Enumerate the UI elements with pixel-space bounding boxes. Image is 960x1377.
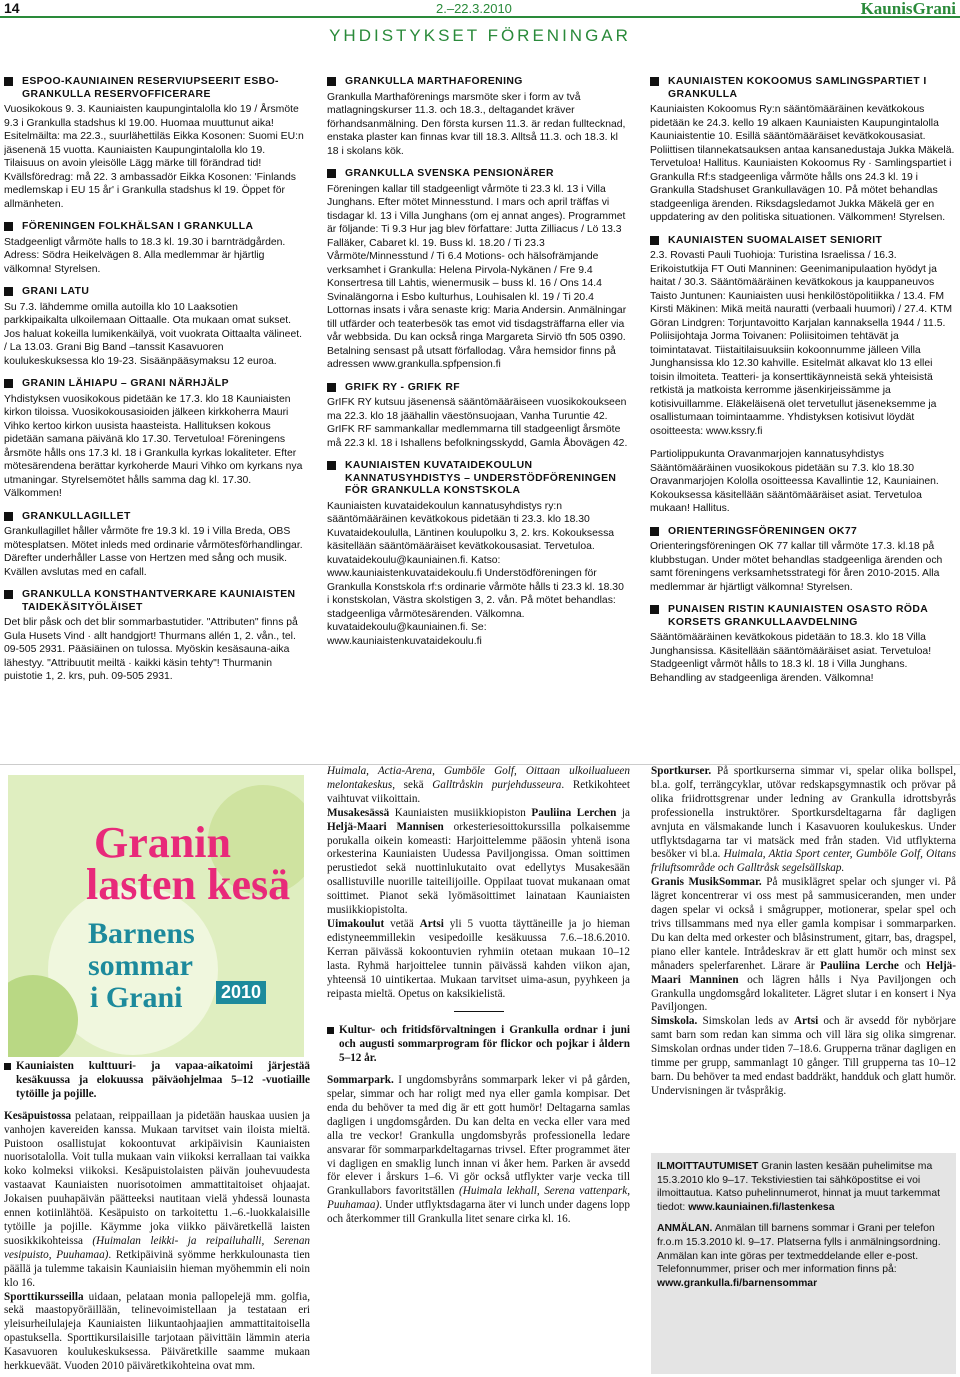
announcement — [4, 221, 304, 276]
announcement — [650, 235, 956, 439]
article-paragraph: Sportkurser. På sportkurserna simmar vi, spelar olika bollspel, bl.a. golf, terrängcyklar, utövar redskapsgymnastik och prövar på olika friidrottsgrenar under ledning av Grankulla idrottsbyrås professionella instruktörer. Sportkursdeltagarna får dagligen avnjuta en välsmakande lunch i Kasavuoren koulukeskus. Under utflyktsdagarna tar vi matsäck med från staden. Vid utflykterna besöker vi bl.a. Huimala, Aktia Sport center, Gumböle Golf, Oitans friluftsområde och Galltråsk segelsällskap. — [651, 765, 956, 875]
announcement-title: ESPOO-KAUNIAINEN RESERVIUPSEERIT ESBO-GRANKULLA RESERVOFFICERARE — [22, 76, 279, 100]
article-column-3 — [651, 765, 956, 1135]
announcement-title: GRANI LATU — [22, 286, 90, 297]
announcement-body: Grankullagillet håller vårmöte fre 19.3 kl. 19 i Villa Breda, OBS mötesplatsen. Mötet inleds med ordinarie vårmötesförhandlingar. Därefter underhåller Lasse von Hertzen med sång och musik. Kvällen avslutas med en cafall. — [4, 526, 303, 578]
announcement — [4, 589, 304, 684]
poster-subtitle-line: i Grani — [90, 981, 183, 1014]
bullet-square-icon — [650, 77, 659, 86]
article-paragraph: Simskola. Simskolan leds av Artsi och är avsedd för nybörjare samt barn som redan kan simma och vill lära sig olika simgrenar. Simskolan ordnas under tiden 7–18.6. Grupperna tränar dagligen en timme per grupp, sammanlagt 10 gånger. Till grupperna tas 10–12 barn. Du behöver ta med endast baddräkt, handduk och glatt humör. Undervisningen är tvåspråkig. — [651, 1015, 956, 1097]
announcement-body: 2.3. Rovasti Pauli Tuohioja: Turistina Israelissa / 16.3. Erikoistutkija FT Outi Manninen: Geenimanipulaation hyödyt ja haitat / 30.3. Sääntömääräinen kevätkokous ja kauppaneuvos Taisto Juntunen: Kauniaisten uusi henkilöstöpolitiikka / 13.4. FM Kirsti Mäkinen: Mikä meitä nauratti (verbaali huumori) / 27.4. KTM Göran Lindgren: Torjuntavoitto Karjalan kannaksella 1944 / 11.5. Poliisijohtaja Jorma Toivanen: Poliisitoimen tehtävät ja toimintatavat. Tiistaitilaisuuksiin kokoonnumme jälleen Villa Junghansissa klo 12.30 kahville. Esitelmät alkavat klo 13 ellei toisin ilmoiteta. Teatteri- ja konserttikäynneistä sekä yhteisistä retkistä ja matkoista kerromme jäsenkirjeissämme ja kotisivuillamme. Eläkeläisenä olet tervetullut jäseneksemme ja osallistumaan toimintaamme. Yhdistyksen kotisivut löydät osoitteesta: www.kssry.fi — [650, 250, 953, 437]
announcement — [4, 286, 304, 368]
announcement-title: GRANKULLA SVENSKA PENSIONÄRER — [345, 168, 554, 179]
bullet-square-icon — [4, 590, 13, 599]
registration-finnish: ILMOITTAUTUMISET Granin lasten kesään puhelimitse ma 15.3.2010 klo 9–17. Tekstiviestien tai sähköpostitse ei voi ilmoittautua. Katso puhelinnumerot, hinnat ja muut tarkemmat tiedot: www.kauniainen.fi/lastenkesa — [657, 1161, 941, 1213]
bullet-square-icon — [650, 236, 659, 245]
registration-link[interactable]: www.kauniainen.fi/lastenkesa — [688, 1201, 835, 1213]
announcement — [650, 448, 956, 516]
poster-year-badge: 2010 — [216, 981, 266, 1004]
announcement-title: ORIENTERINGSFÖRENINGEN OK77 — [668, 525, 858, 537]
article-divider — [454, 1011, 504, 1012]
publication-brand: KaunisGrani — [860, 0, 956, 18]
bullet-square-icon — [327, 383, 336, 392]
article-paragraph: Huimala, Actia-Arena, Gumböle Golf, Oittaan ulkoilualueen melontakeskus, sekä Galltråskin purjehdusseura. Retkikohteet vaihtuvat viikoittain. — [327, 765, 630, 805]
announcement — [4, 76, 304, 211]
bullet-square-icon — [4, 77, 13, 86]
announcement-title: GRANKULLA KONSTHANTVERKARE KAUNIAISTEN TAIDEKÄSITYÖLÄISET — [22, 589, 296, 613]
announcement-title: KAUNIAISTEN KUVATAIDEKOULUN KANNATUSYHDISTYS – UNDERSTÖDFÖRENINGEN FÖR GRANKULLA KONSTSKOLA — [345, 460, 617, 496]
announcement-body: Grankulla Marthaförenings marsmöte sker i form av två matlagningskurser 11.3. och 18.3., deltagandet kräver förhandsanmälning. Den första kursen 11.3. är redan fulltecknad, enstaka plaster kan finnas kvar till 18.3. Alltså 11.3. och 18.3. kl 18 i skolans kök. — [327, 91, 626, 157]
article-paragraph: Musakesässä Kauniaisten musiikkiopiston Pauliina Lerchen ja Heljä-Maari Mannisen orkesteriesoittokurssilla polkaisemme porukalla oikein komeasti: Harjoittelemme pääosin yhtenä isona orkesterina Kauniaisten Uudessa Paviljongissa. Oman soittimen perustiedot sekä nuottinlukutaito ovat edellytys Musakesään osallistuville nuorille taiteilijoille. Oppilaat tuovat mukanaan omat soittimet. Pianot sekä lyömäsoittimet lainataan Kauniaisten musiikkiopistolta. — [327, 806, 630, 917]
article-column-1 — [4, 1060, 310, 1374]
bullet-square-icon — [4, 287, 13, 296]
article-column-2 — [327, 765, 630, 1373]
bullet-square-icon — [4, 379, 13, 388]
bullet-square-icon — [4, 222, 13, 231]
announcement — [650, 76, 956, 225]
registration-link[interactable]: www.grankulla.fi/barnensommar — [657, 1277, 818, 1289]
poster-title-line: Granin — [94, 818, 231, 867]
registration-swedish: ANMÄLAN. Anmälan till barnens sommar i Grani per telefon fr.o.m 15.3.2010 kl. 9–17. Platserna fylls i anmälningsordning. Anmälan kan inte göras per textmeddelande eller e-post. Telefonnummer, priser och mer information finns på: www.grankulla.fi/barnensommar — [657, 1223, 941, 1289]
article-paragraph: Kesäpuistossa pelataan, reippaillaan ja pidetään hauskaa uusien ja vanhojen kavereiden kanssa. Mukaan tarvitset vain iloista mieltä. Puistoon osallistujat kokoontuvat arkipäivisin Kauniaisten nuorisotalolla. Voit tulla mukaan vain viikoksi kerrallaan tai vaikka koko kolmeksi viikoksi. Kesäpuistolaisten päivän jouhevuudesta vastaavat Kauniaisten nuorisotoimen ammattitaitoiset ohjaajat. Jokaisen puuhapäivän päätteeksi nautitaan vielä yhdessä lounasta ennen kotiinlähtöä. Kesäpuisto on tarkoitettu 1.–6.-luokkalaisille tytöille ja pojille. Käymme joka viikko päiväretkellä laisten suosikkikohteissa (Huimalan leikki- ja reipailuhalli, Serenan vesipuisto, Puuhamaa). Retkipäivinä syömme herkkulounasta tien päällä ja tulemme takaisin Kauniaisiin hieman myöhemmin eli noin klo 16. — [4, 1109, 310, 1289]
announcement — [327, 460, 629, 648]
page-number: 14 — [4, 0, 20, 16]
announcement-title: GRANKULLAGILLET — [22, 510, 131, 522]
bullet-square-icon — [4, 1063, 11, 1070]
section-title: YHDISTYKSET FÖRENINGAR — [329, 26, 631, 45]
announcements-column-1 — [4, 76, 304, 756]
announcement-body: Föreningen kallar till stadgeenligt vårmöte ti 23.3 kl. 13 i Villa Junghans. Efter mötet Minnesstund. I mars och april träffas vi tisdagar kl. 13 i Villa Junghans (om ej annat anges). Programmet är följande: Ti 9.3 Hur jag blev författare: Jutta Zilliacus / Lö 13.3 Falläker, Cabaret kl. 19. Buss kl. 18.20 / Ti 23.3 Vårmöte/Minnesstund / Ti 6.4 Motions- och hälsofrämjande verksamhet i Grankulla: Helena Pirvola-Nykänen / Fre 9.4 Konsertresa till Lahtis, wienermusik – buss kl. 16 / Ons 14.4 Svinalängorna i Esbo kulturhus, Louhisalen kl. 19 / Ti 20.4 Lottornas insats i våra senaste krig: Maria Andersin. Anmälningar till utfärder och teaterbesök tas emot vid tisdagsträffarna eller via vår webbsida. Du kan också ringa Margareta Sirviö tfn 505 0390. Betalning sensast på utsatt förfallodag. Våra hemsidor finns på adressen www.grankulla.spfpension.fi — [327, 183, 627, 370]
announcement-body: Kauniaisten kuvataidekoulun kannatusyhdistys ry:n sääntömääräinen kevätkokous pidetään ti 23.3. klo 18.30 Kuvataidekoululla, Läntinen koulupolku 3, 2. krs. Kokouksessa käsitellään sääntömääräiset kevätkokousasiat. Tervetuloa. kuvataidekoulu@kauniainen.fi. Katso: www.kauniaistenkuvataidekoulu.fi Understödföreningen för Grankulla Konstskola rf:s ordinarie vårmöte hålls ti 23.3 kl. 18.30 i konstskolan, Västra skolstigen 3, 2. vån. På mötet behandlas: stadgeenliga vårmötesärenden. Välkomna. kuvataidekoulu@kauniainen.fi. Se: www.kauniaistenkuvataidekoulu.fi — [327, 500, 624, 647]
announcement-body: GrIFK RY kutsuu jäsenensä sääntömääräiseen vuosikokoukseen ma 22.3. klo 18 jäähallin väestönsuojaan, Vanha Turuntie 42. GrIFK RF sammankallar medlemmarna till stadgeenligt årsmöte må 22.3 kl. 18 i Ishallens befolkningsskydd, Gamla Åbovägen 42. — [327, 397, 628, 449]
announcements-column-3 — [650, 76, 956, 766]
announcement — [327, 76, 629, 158]
announcement-body: Vuosikokous 9. 3. Kauniaisten kaupungintalolla klo 19 / Årsmöte 9.3 i Grankulla stadshus kl 19.00. Huomaa muuttunut aika! Esitelmäilta: ma 22.3., suurlähettiläs Eikka Kosonen: Suomi EU:n jäsenenä 15 vuotta. Kauniaisten Kaupungintalolla klo 19. Tilaisuus on avoin yleisölle Lägg märke till förändrad tid! Kvällsföredrag: må 22. 3 ambassadör Eikka Kosonen: 'Finlands medlemskap i EU 15 år' i Grankulla stadshus kl 19. Öppet för allmänheten. — [4, 104, 304, 210]
article-paragraph: Sommarpark. I ungdomsbyråns sommarpark leker vi på gården, spelar, simmar och har roligt med nya eller gamla kompisar. Det enda du behöver ta med dig är ett gott humör! Deltagarna samlas dagligen i ungdomsgården. Du kan delta en vecka eller vara med alla tre veckor! Grankulla ungdomsbyrås professionella ledare ansvarar för sommarparkdeltagarnas trivsel. Efter programmet äter vi dagligen en smaklig lunch innan vi åker hem. Parken är avsedd för elever i årskurs 1–6. Vi gör också utflykter varje vecka till Grankullabors favoritställen (Huimala lekhall, Serena vattenpark, Puuhamaa). Under utflyktsdagarna äter vi lunch under dagens lopp och återkommer till Grankulla litet senare cirka kl. 16. — [327, 1074, 630, 1226]
granin-lasten-kesa-poster — [8, 775, 304, 1057]
poster-title-line: lasten kesä — [86, 860, 291, 909]
poster-subtitle-line: Barnens — [88, 917, 195, 950]
announcement — [327, 382, 629, 451]
page-header-bar — [0, 0, 960, 18]
announcement-title: GRANKULLA MARTHAFÖRENING — [345, 76, 523, 87]
announcement-body: Kauniaisten Kokoomus Ry:n sääntömääräinen kevätkokous pidetään ke 24.3. kello 19 alkaen Kauniaisten Kaupungintalolla Kauniaistentie 10. Esillä sääntömääräiset kevätkokousasiat. Poliittisen tilannekatsauksen antaa kansanedustaja Jukka Mäkelä. Tervetuloa! Hallitus. Kauniaisten Kokoomus Ry · Samlingspartiet i Grankulla Rf:s stadgeenliga vårmöte hålls ons 24.3 kl. 19 i Grankulla Stadshuset Grankullavägen 10. På mötet behandlas stadgeenliga ärenden. Riksdagsledamot Jukka Mäkelä ger en uppdatering av den politiska situationen. Välkommen! Styrelsen. — [650, 104, 955, 223]
bullet-square-icon — [650, 605, 659, 614]
bullet-square-icon — [327, 1027, 334, 1034]
announcement-body: Stadgeenligt vårmöte halls to 18.3 kl. 19.30 i barnträdgården. Adress: Södra Heikelvägen 8. Alla medlemmar är hjärtlig välkomna! Styrelsen. — [4, 236, 286, 275]
bullet-square-icon — [650, 527, 659, 536]
bullet-square-icon — [327, 461, 336, 470]
bullet-square-icon — [4, 512, 13, 521]
announcement — [4, 378, 304, 501]
announcement-body: Det blir påsk och det blir sommarbastutider. "Attributen" finns på Gula Husets Vind · allt handgjort! Thurmans allén 1, 2. vån., tel. 09-505 2931. Pääsiäinen on tulossa. Myöskin kesäsauna-aika lähestyy. "Attribuutit meiltä · kaikki käsin tehty"! Thurmanin puistotie 1, 2. krs, puh. 09-505 2931. — [4, 617, 298, 682]
announcement-title: PUNAISEN RISTIN KAUNIAISTEN OSASTO RÖDA KORSETS GRANKULLAAVDELNING — [668, 604, 928, 628]
announcement-title: GRANIN LÄHIAPU – GRANI NÄRHJÄLP — [22, 378, 229, 389]
poster-subtitle-line: sommar — [88, 949, 193, 982]
announcement — [327, 168, 629, 372]
announcement-body: Orienteringsföreningen OK 77 kallar till vårmöte 17.3. kl.18 på klubbstugan. Under mötet behandlas stadgeenliga ärenden och samt föreningens verksamhetsstrategi för åren 2010-2015. Alla medlemmar är hjärtligt välkomna! Styrelsen. — [650, 541, 943, 593]
bullet-square-icon — [327, 77, 336, 86]
bullet-square-icon — [327, 169, 336, 178]
announcement — [4, 511, 304, 580]
announcement-body: Su 7.3. lähdemme omilla autoilla klo 10 Laaksotien parkkipaikalta ulkoilemaan Oittaalle. Ota mukaan omat sukset. Jos haluat kokeilla lumikenkäilyä, voit vuokrata Oittaalta välineet. / La 13.03. Grani Big Band –tanssit Kasavuoren koulukeskuksessa klo 19-23. Sisäänpääsymaksu 12 euroa. — [4, 301, 303, 367]
article-lead: Kauniaisten kulttuuri- ja vapaa-aikatoimi järjestää kesäkuussa ja elokuussa päiväohjelmaa 5–12 -vuotiaille tytöille ja pojille. — [4, 1060, 310, 1102]
announcement-body: Yhdistyksen vuosikokous pidetään ke 17.3. klo 18 Kauniaisten kirkon tiloissa. Vuosikokousasioiden jälkeen kirkkoherra Mauri Vihko kertoo kirkon uusista haasteista. Hallituksen kokous pidetään samana päivänä klo 17.30. Tervetuloa! Föreningens årsmöte hålls ons 17.3 kl. 18 i Grankulla kyrkas lokaliteter. Efter mötesärendena berättar kyrkoherde Mauri Vihko om kyrkans nya utmaningar. Styrelsemötet hålls samma dag kl. 17.30. Välkommen! — [4, 393, 303, 499]
announcement-title: KAUNIAISTEN KOKOOMUS SAMLINGSPARTIET I GRANKULLA — [668, 76, 927, 100]
article-lead: Kultur- och fritidsförvaltningen i Grankulla ordnar i juni och augusti sommarprogram för flickor och pojkar i åldern 5–12 år. — [327, 1024, 630, 1066]
article-paragraph: Uimakoulut vetää Artsi yli 5 vuotta täyttäneille ja jo hieman edistyneemmillekin vesipedoille kesäkuussa 7.6.–18.6.2010. Kerran päivässä kokoontuvien ryhmiin otetaan mukaan 10–12 lasta. Ryhmä harjoittelee tunnin päivässä kahden viikon ajan, yhteensä 10 uintikertaa. Mukaan tarvitset uima-asun, pyyhkeen ja reipasta mieltä. Opetus on kaksikielistä. — [327, 917, 630, 1000]
registration-info-box — [651, 1153, 956, 1374]
announcement-title: FÖRENINGEN FOLKHÄLSAN I GRANKULLA — [22, 221, 254, 232]
announcement-body: Sääntömääräinen kevätkokous pidetään to 18.3. klo 18 Villa Junghansissa. Käsitellään sääntömääräiset asiat. Tervetuloa! Stadgeenligt vårmöt hålls to 18.3 kl. 18 i Villa Junghans. Behandling av stadgeenliga ärenden. Välkomna! — [650, 632, 932, 684]
announcement — [650, 604, 956, 685]
article-paragraph: Granis MusikSommar. På musiklägret spelar och sjunger vi. På lägret koncentrerar vi oss mest på sammusiceranden, men under dagen spelar vi också i smågrupper, motionerar, spelar spel och trivs tillsammans med nya eller gamla kompisar i sommarparken. Du kan delta med orkester och blåsinstrument, gitarr, bas, dragspel, piano eller kantele. Intrådeskrav är ett glatt humör och minst sex månaders spelerfarenhet. Lärare är Pauliina Lerche och Heljä-Maari Manninen och lägren hålls i Nya Paviljongen och Grankulla ungdomsgård lokaliteter. Lägret slutar i en konsert i Nya Paviljongen. — [651, 876, 956, 1014]
article-paragraph: Sporttikursseilla uidaan, pelataan monia pallopelejä mm. golfia, sekä maastopyöräillään, telinevoimistellaan ja testataan eri yleisurheilulajeja Kauniaisten liikuntaohjaajien ammattitaitoisella opastuksella. Sporttikursilaisille tarjotaan päivittäin lämmin ateria Kasavuoren koulukeskuksessa. Päiväretkille saamme mukaan herkkueväät. Vuoden 2010 päiväretkikohteina ovat mm. — [4, 1290, 310, 1373]
announcement-title: GRIFK RY - GRIFK RF — [345, 381, 460, 393]
issue-date: 2.–22.3.2010 — [436, 1, 512, 16]
announcement-body: Partiolippukunta Oravanmarjojen kannatusyhdistys Sääntömääräinen vuosikokous pidetään su 7.3. klo 18.30 Oravanmarjojen Kololla osoitteessa Kavallintie 12, Kauniainen. Kokouksessa käsitellään sääntömääräiset asiat. Tervetuloa mukaan! Hallitus. — [650, 449, 939, 514]
announcements-column-2 — [327, 76, 629, 766]
announcement — [650, 526, 956, 595]
announcement-title: KAUNIAISTEN SUOMALAISET SENIORIT — [668, 234, 883, 246]
